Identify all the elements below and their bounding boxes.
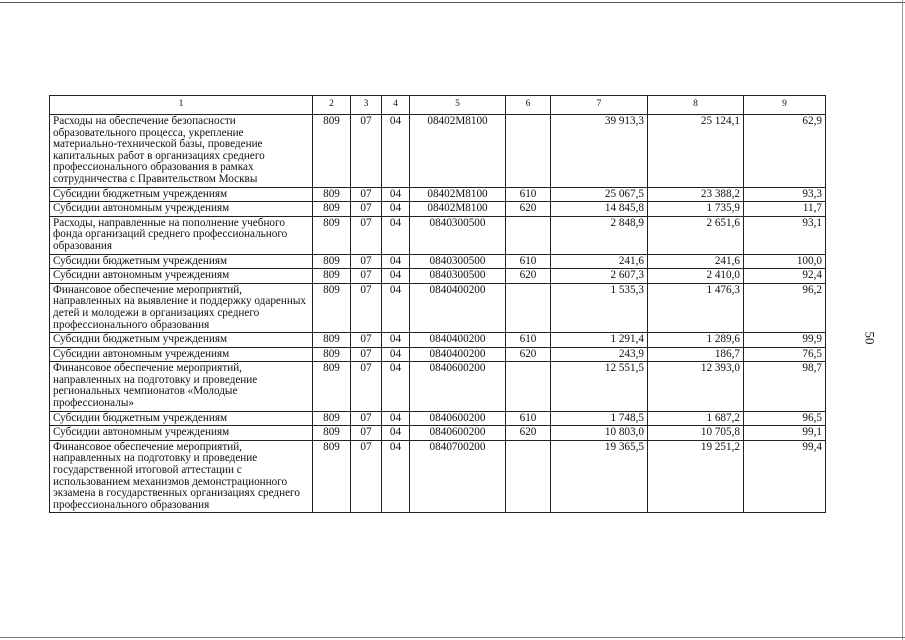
row-grbs: 809 xyxy=(313,426,351,441)
row-plan: 241,6 xyxy=(551,254,648,269)
row-fact: 12 393,0 xyxy=(648,362,744,411)
row-fact: 1 735,9 xyxy=(648,202,744,217)
row-name: Финансовое обеспечение мероприятий, направленных на выявление и поддержку одаренных детей и молодежи в организациях среднего профессионального образования xyxy=(50,283,313,332)
row-name: Субсидии автономным учреждениям xyxy=(50,426,313,441)
row-grbs: 809 xyxy=(313,347,351,362)
row-target-article: 0840400200 xyxy=(410,333,506,348)
row-grbs: 809 xyxy=(313,269,351,284)
budget-table xyxy=(49,95,826,513)
row-expense-type xyxy=(506,362,551,411)
table-row xyxy=(50,269,826,284)
table-row xyxy=(50,333,826,348)
row-name: Финансовое обеспечение мероприятий, направленных на подготовку и проведение государственной итоговой аттестации с использованием механизмов демонстрационного экзамена в государственных организациях среднего профессионального образования xyxy=(50,440,313,513)
row-grbs: 809 xyxy=(313,333,351,348)
row-section: 07 xyxy=(351,283,382,332)
row-fact: 2 410,0 xyxy=(648,269,744,284)
header-cell: 7 xyxy=(551,96,648,115)
row-percent: 92,4 xyxy=(744,269,826,284)
row-name: Субсидии бюджетным учреждениям xyxy=(50,254,313,269)
row-fact: 2 651,6 xyxy=(648,216,744,254)
row-percent: 99,4 xyxy=(744,440,826,513)
row-target-article: 0840400200 xyxy=(410,347,506,362)
row-target-article: 0840600200 xyxy=(410,411,506,426)
row-percent: 99,1 xyxy=(744,426,826,441)
row-section: 07 xyxy=(351,202,382,217)
header-cell: 2 xyxy=(313,96,351,115)
row-plan: 14 845,8 xyxy=(551,202,648,217)
row-subsection: 04 xyxy=(382,269,410,284)
header-cell: 8 xyxy=(648,96,744,115)
row-section: 07 xyxy=(351,254,382,269)
row-expense-type xyxy=(506,216,551,254)
row-expense-type: 610 xyxy=(506,411,551,426)
row-percent: 96,5 xyxy=(744,411,826,426)
row-expense-type: 620 xyxy=(506,269,551,284)
row-section: 07 xyxy=(351,440,382,513)
row-plan: 25 067,5 xyxy=(551,187,648,202)
row-target-article: 08402M8100 xyxy=(410,202,506,217)
row-section: 07 xyxy=(351,216,382,254)
row-fact: 1 476,3 xyxy=(648,283,744,332)
row-target-article: 08402M8100 xyxy=(410,187,506,202)
row-fact: 23 388,2 xyxy=(648,187,744,202)
row-plan: 243,9 xyxy=(551,347,648,362)
row-name: Финансовое обеспечение мероприятий, направленных на подготовку и проведение региональных чемпионатов «Молодые профессионалы» xyxy=(50,362,313,411)
row-grbs: 809 xyxy=(313,115,351,188)
row-expense-type xyxy=(506,115,551,188)
table-row xyxy=(50,254,826,269)
row-subsection: 04 xyxy=(382,202,410,217)
row-subsection: 04 xyxy=(382,216,410,254)
scan-edge-bottom xyxy=(0,637,905,638)
table-row xyxy=(50,411,826,426)
row-target-article: 0840400200 xyxy=(410,283,506,332)
row-subsection: 04 xyxy=(382,283,410,332)
row-percent: 98,7 xyxy=(744,362,826,411)
row-target-article: 0840300500 xyxy=(410,216,506,254)
row-subsection: 04 xyxy=(382,254,410,269)
row-grbs: 809 xyxy=(313,362,351,411)
row-fact: 1 289,6 xyxy=(648,333,744,348)
row-subsection: 04 xyxy=(382,347,410,362)
row-subsection: 04 xyxy=(382,115,410,188)
row-percent: 93,3 xyxy=(744,187,826,202)
table-row xyxy=(50,115,826,188)
row-name: Субсидии бюджетным учреждениям xyxy=(50,187,313,202)
row-percent: 96,2 xyxy=(744,283,826,332)
row-percent: 99,9 xyxy=(744,333,826,348)
row-expense-type: 610 xyxy=(506,254,551,269)
row-fact: 241,6 xyxy=(648,254,744,269)
row-grbs: 809 xyxy=(313,440,351,513)
row-plan: 1 748,5 xyxy=(551,411,648,426)
table-row xyxy=(50,426,826,441)
table-row xyxy=(50,216,826,254)
scan-edge-right xyxy=(902,0,903,640)
row-name: Субсидии автономным учреждениям xyxy=(50,269,313,284)
header-cell: 1 xyxy=(50,96,313,115)
row-name: Субсидии бюджетным учреждениям xyxy=(50,333,313,348)
row-name: Расходы, направленные на пополнение учебного фонда организаций среднего профессионального образования xyxy=(50,216,313,254)
row-section: 07 xyxy=(351,426,382,441)
row-expense-type: 610 xyxy=(506,187,551,202)
row-percent: 100,0 xyxy=(744,254,826,269)
row-fact: 19 251,2 xyxy=(648,440,744,513)
table-row xyxy=(50,347,826,362)
row-subsection: 04 xyxy=(382,362,410,411)
row-target-article: 08402M8100 xyxy=(410,115,506,188)
row-target-article: 0840600200 xyxy=(410,362,506,411)
row-grbs: 809 xyxy=(313,202,351,217)
row-target-article: 0840300500 xyxy=(410,269,506,284)
row-target-article: 0840600200 xyxy=(410,426,506,441)
row-expense-type: 620 xyxy=(506,426,551,441)
row-subsection: 04 xyxy=(382,426,410,441)
header-cell: 6 xyxy=(506,96,551,115)
row-plan: 39 913,3 xyxy=(551,115,648,188)
row-expense-type xyxy=(506,283,551,332)
row-expense-type xyxy=(506,440,551,513)
header-cell: 5 xyxy=(410,96,506,115)
row-name: Субсидии автономным учреждениям xyxy=(50,202,313,217)
row-percent: 11,7 xyxy=(744,202,826,217)
table-row xyxy=(50,362,826,411)
row-section: 07 xyxy=(351,269,382,284)
row-expense-type: 620 xyxy=(506,202,551,217)
row-name: Субсидии автономным учреждениям xyxy=(50,347,313,362)
table-row xyxy=(50,440,826,513)
row-percent: 62,9 xyxy=(744,115,826,188)
row-section: 07 xyxy=(351,333,382,348)
table-row xyxy=(50,283,826,332)
row-section: 07 xyxy=(351,187,382,202)
row-subsection: 04 xyxy=(382,440,410,513)
row-fact: 10 705,8 xyxy=(648,426,744,441)
row-plan: 19 365,5 xyxy=(551,440,648,513)
header-cell: 4 xyxy=(382,96,410,115)
row-fact: 186,7 xyxy=(648,347,744,362)
row-plan: 1 535,3 xyxy=(551,283,648,332)
row-section: 07 xyxy=(351,347,382,362)
row-plan: 2 607,3 xyxy=(551,269,648,284)
row-percent: 93,1 xyxy=(744,216,826,254)
header-cell: 3 xyxy=(351,96,382,115)
row-name: Субсидии бюджетным учреждениям xyxy=(50,411,313,426)
page-number: 50 xyxy=(862,331,878,345)
row-target-article: 0840700200 xyxy=(410,440,506,513)
row-fact: 25 124,1 xyxy=(648,115,744,188)
header-row xyxy=(50,96,826,115)
row-section: 07 xyxy=(351,411,382,426)
row-target-article: 0840300500 xyxy=(410,254,506,269)
row-name: Расходы на обеспечение безопасности образовательного процесса, укрепление материально-технической базы, проведение капитальных работ в организациях среднего профессионального образования в рамках сотрудничества с Правительством Москвы xyxy=(50,115,313,188)
row-expense-type: 610 xyxy=(506,333,551,348)
row-grbs: 809 xyxy=(313,254,351,269)
row-subsection: 04 xyxy=(382,411,410,426)
row-grbs: 809 xyxy=(313,187,351,202)
row-plan: 10 803,0 xyxy=(551,426,648,441)
header-cell: 9 xyxy=(744,96,826,115)
row-plan: 1 291,4 xyxy=(551,333,648,348)
row-plan: 12 551,5 xyxy=(551,362,648,411)
table-row xyxy=(50,202,826,217)
row-section: 07 xyxy=(351,362,382,411)
row-grbs: 809 xyxy=(313,283,351,332)
row-subsection: 04 xyxy=(382,333,410,348)
row-section: 07 xyxy=(351,115,382,188)
row-plan: 2 848,9 xyxy=(551,216,648,254)
row-grbs: 809 xyxy=(313,411,351,426)
table-row xyxy=(50,187,826,202)
row-expense-type: 620 xyxy=(506,347,551,362)
row-grbs: 809 xyxy=(313,216,351,254)
scan-edge-top xyxy=(0,2,905,3)
row-fact: 1 687,2 xyxy=(648,411,744,426)
row-percent: 76,5 xyxy=(744,347,826,362)
row-subsection: 04 xyxy=(382,187,410,202)
